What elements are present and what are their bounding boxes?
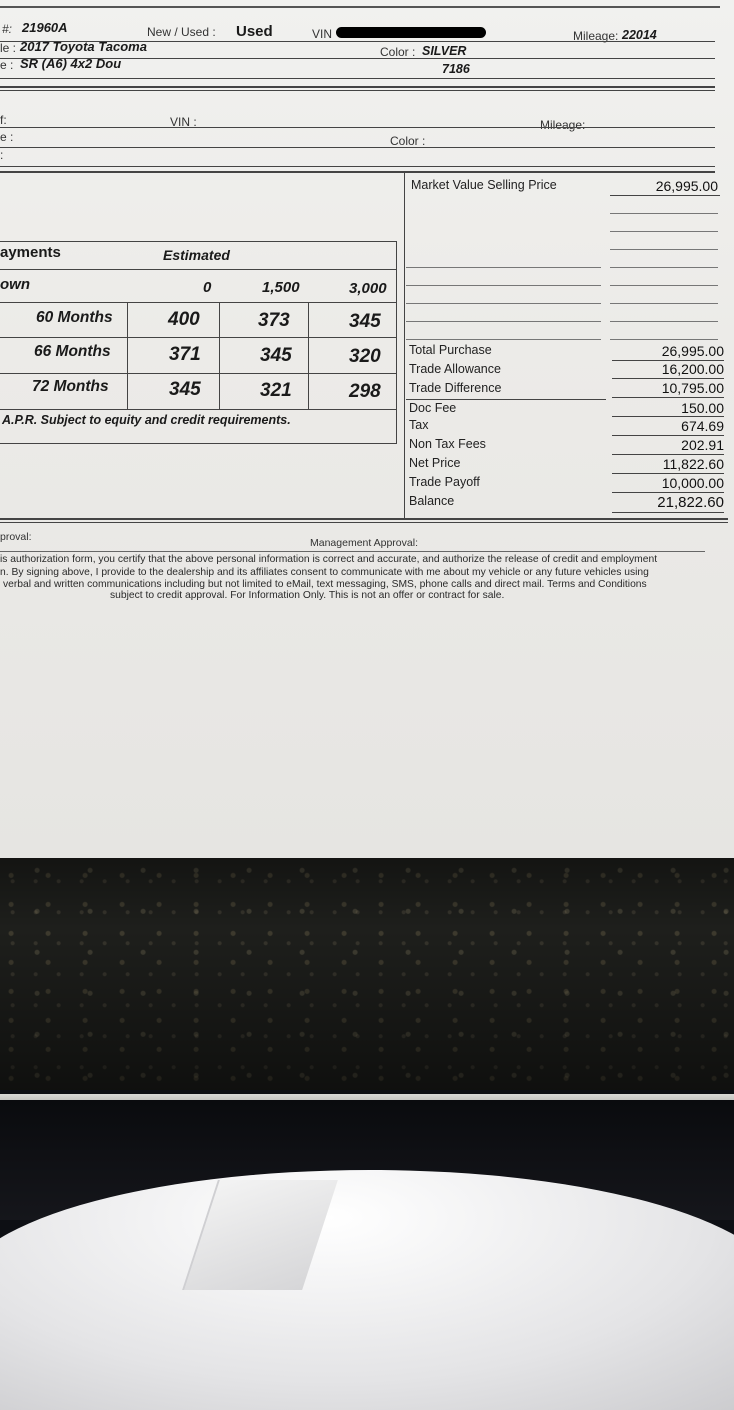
- payments-estimated: Estimated: [163, 247, 230, 263]
- section-rule-3b: [0, 522, 728, 523]
- trade-row1-label: f:: [0, 113, 7, 127]
- vin-label: VIN: [312, 27, 333, 41]
- summary-label-non-tax-fees: Non Tax Fees: [409, 437, 486, 451]
- summary-divider-line: [406, 399, 606, 400]
- summary-label-balance: Balance: [409, 494, 455, 508]
- trade-color-label: Color :: [390, 134, 426, 148]
- management-approval-label: Management Approval:: [310, 537, 418, 549]
- payment-66-3000: 320: [349, 346, 381, 367]
- down-option-2: 3,000: [349, 280, 387, 297]
- summary-underline: [612, 473, 724, 474]
- summary-value-balance: 21,822.60: [657, 494, 724, 511]
- new-used-value: Used: [236, 23, 273, 40]
- model-value: 2017 Toyota Tacoma: [20, 39, 147, 54]
- summary-divider: [404, 173, 405, 518]
- section-rule-1: [0, 86, 715, 88]
- market-value-amount: 26,995.00: [655, 178, 718, 194]
- legal-text-line4: subject to credit approval. For Information Only. This is not an offer or contract for sale.: [110, 590, 505, 601]
- stock-number: 21960A: [22, 20, 68, 35]
- summary-label-trade-allowance: Trade Allowance: [409, 362, 501, 376]
- trade-line-2: [0, 147, 715, 148]
- section-rule-2: [0, 171, 715, 173]
- payment-60-1500: 373: [258, 310, 290, 331]
- top-rule: [0, 6, 720, 8]
- down-option-1: 1,500: [262, 279, 300, 296]
- summary-underline: [612, 378, 724, 379]
- grid-line: [219, 302, 220, 409]
- blank-line: [610, 249, 718, 250]
- payment-72-3000: 298: [349, 381, 381, 402]
- payments-header-line: [0, 269, 397, 270]
- trade-row2-label: e :: [0, 130, 14, 144]
- summary-value-trade-payoff: 10,000.00: [661, 475, 724, 491]
- blank-line: [610, 303, 718, 304]
- color-value: SILVER: [422, 44, 467, 58]
- summary-value-trade-difference: 10,795.00: [661, 380, 724, 396]
- summary-label-net-price: Net Price: [409, 456, 461, 470]
- model-label: le :: [0, 41, 17, 55]
- white-shirt: [0, 1170, 734, 1410]
- signature-line: [0, 551, 705, 552]
- payments-top-border: [0, 241, 397, 242]
- legal-text-line2: n. By signing above, I provide to the dealership and its affiliates consent to communicate with me about my vehicle or any future vehicles using: [0, 567, 649, 578]
- summary-label-trade-difference: Trade Difference: [409, 381, 502, 395]
- term-66-months: 66 Months: [34, 343, 111, 360]
- trade-row3-label: :: [0, 148, 4, 162]
- blank-line: [610, 231, 718, 232]
- grid-line: [127, 302, 128, 409]
- summary-value-doc-fee: 150.00: [681, 400, 724, 416]
- blank-line: [406, 339, 601, 340]
- grid-line: [308, 302, 309, 409]
- blank-line: [406, 285, 601, 286]
- payment-66-1500: 345: [260, 345, 292, 366]
- payments-right-border: [396, 241, 397, 444]
- summary-label-trade-payoff: Trade Payoff: [409, 475, 480, 489]
- down-payment-label: own: [0, 276, 30, 293]
- blank-line: [406, 303, 601, 304]
- summary-underline: [612, 454, 724, 455]
- section-rule-1b: [0, 90, 715, 91]
- summary-value-tax: 674.69: [681, 418, 724, 434]
- trim-value: SR (A6) 4x2 Dou: [20, 56, 122, 71]
- payment-72-1500: 321: [260, 380, 292, 401]
- vehicle-code: 7186: [442, 62, 470, 76]
- summary-value-trade-allowance: 16,200.00: [661, 361, 724, 377]
- legal-text-line1: is authorization form, you certify that the above personal information is correct and accurate, and authorize the release of credit and employment: [0, 554, 658, 565]
- trade-mileage-label: Mileage:: [540, 118, 586, 132]
- stock-label: #:: [2, 22, 13, 36]
- term-60-months: 60 Months: [36, 309, 113, 326]
- grid-line: [0, 409, 397, 410]
- blank-line: [406, 321, 601, 322]
- blank-line: [610, 267, 718, 268]
- granite-countertop: [0, 858, 734, 1094]
- trim-label: e :: [0, 58, 14, 72]
- payment-60-3000: 345: [349, 311, 381, 332]
- payments-title: ayments: [0, 244, 61, 261]
- blank-line: [610, 213, 718, 214]
- trade-vin-label: VIN :: [170, 115, 197, 129]
- summary-label-doc-fee: Doc Fee: [409, 401, 457, 415]
- summary-underline: [612, 512, 724, 513]
- grid-line: [0, 302, 397, 303]
- grid-line: [0, 337, 397, 338]
- payment-60-0: 400: [168, 309, 200, 330]
- payments-bottom-border: [0, 443, 397, 444]
- mileage-value: 22014: [622, 28, 657, 42]
- summary-label-total-purchase: Total Purchase: [409, 343, 492, 357]
- legal-text-line3: verbal and written communications including but not limited to eMail, text messaging, SMS, phone calls and direct mail. Terms and Conditions: [3, 579, 647, 590]
- new-used-label: New / Used :: [147, 25, 216, 39]
- term-72-months: 72 Months: [32, 378, 109, 395]
- summary-label-tax: Tax: [409, 418, 429, 432]
- summary-underline: [612, 416, 724, 417]
- summary-value-non-tax-fees: 202.91: [681, 437, 724, 453]
- mileage-label: Mileage:: [573, 29, 619, 43]
- payment-66-0: 371: [169, 344, 201, 365]
- blank-line: [406, 267, 601, 268]
- summary-value-total-purchase: 26,995.00: [661, 343, 724, 359]
- summary-underline: [612, 397, 724, 398]
- market-value-label: Market Value Selling Price: [411, 178, 557, 192]
- grid-line: [0, 373, 397, 374]
- blank-line: [610, 321, 718, 322]
- summary-underline: [612, 492, 724, 493]
- vin-redaction: [336, 27, 486, 38]
- trade-line-3: [0, 166, 715, 167]
- blank-line: [610, 339, 718, 340]
- apr-note: A.P.R. Subject to equity and credit requirements.: [2, 413, 291, 427]
- market-underline: [610, 195, 720, 196]
- payment-72-0: 345: [169, 379, 201, 400]
- color-label: Color :: [380, 45, 416, 59]
- summary-value-net-price: 11,822.60: [662, 456, 724, 472]
- down-option-0: 0: [203, 279, 212, 296]
- blank-line: [610, 285, 718, 286]
- section-rule-3: [0, 518, 728, 520]
- trade-line-1: [0, 127, 715, 128]
- header-line-3: [0, 78, 715, 79]
- customer-approval-label: proval:: [0, 531, 32, 543]
- summary-underline: [612, 435, 724, 436]
